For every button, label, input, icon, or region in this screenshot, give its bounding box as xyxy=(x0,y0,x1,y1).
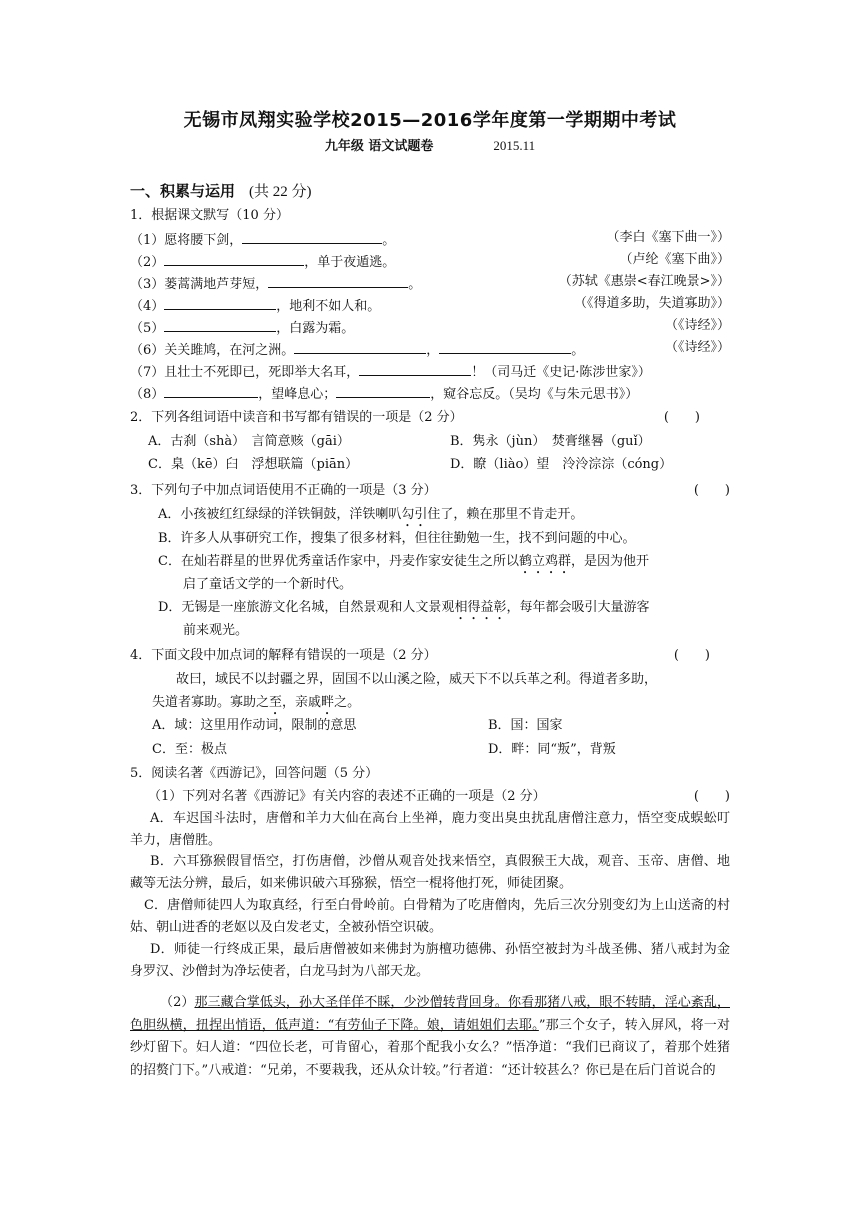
fill-blank[interactable] xyxy=(242,228,382,244)
q1-item-source: （《诗经》） xyxy=(664,340,730,355)
fill-blank[interactable] xyxy=(336,382,430,398)
section-title: 一、积累与运用 xyxy=(130,182,236,200)
q2-option-d[interactable]: D．瞭（liào）望 泠泠淙淙（cóng） xyxy=(450,457,673,472)
section-points: (共 22 分) xyxy=(249,184,312,200)
q3-option-b[interactable]: B．许多人从事研究工作，搜集了很多材料，但往往勤勉一生，找不到问题的中心。 xyxy=(158,531,636,546)
q1-item-4: （4） ，地利不如人和。 （《得道多助，失道寡助》） xyxy=(130,296,730,314)
q3-stem: 3．下列句子中加点词语使用不正确的一项是（3 分） ( ) xyxy=(130,481,730,501)
exam-title: 无锡市凤翔实验学校2015—2016学年度第一学期期中考试 xyxy=(183,110,677,131)
q4-option-b[interactable]: B．国：国家 xyxy=(488,718,563,733)
q4-passage-line2: 失道者寡助。寡助之至，亲戚畔之。 xyxy=(152,695,361,710)
dotted-word: 相得益彰 xyxy=(454,600,507,615)
fill-blank[interactable] xyxy=(359,360,471,376)
answer-paren[interactable]: ( ) xyxy=(693,789,730,804)
answer-paren[interactable]: ( ) xyxy=(673,648,710,663)
q3-option-a[interactable]: A．小孩被红红绿绿的洋铁铜鼓，洋铁喇叭勾引住了，赖在那里不肯走开。 xyxy=(158,507,584,522)
answer-paren[interactable]: ( ) xyxy=(663,410,700,425)
q5-sub2-passage: （2）那三藏合掌低头，孙大圣佯佯不睬，少沙僧转背回身。你看那猪八戒，眼不转睛，淫心紊乱，色胆纵横，扭捏出悄语，低声道：“有劳仙子下降。娘，请姐姐们去耶。”那三个女子，转入屏风，将一对纱灯留下。妇人道：“四位长老，可肯留心，着那个配我小女么？”悟净道：“我们已商议了，着那个姓猪的招赘门下。”八戒道：“兄弟，不要栽我，还从众计较。”行者道：“还计较甚么？你已是在后门首说合的 xyxy=(130,995,730,1078)
q4-option-c[interactable]: C．至：极点 xyxy=(152,742,227,757)
q3-option-c-cont: 启了童话文学的一个新时代。 xyxy=(183,577,353,592)
q1-item-6: （6）关关雎鸠，在河之洲。 ， 。 （《诗经》） xyxy=(130,340,730,358)
fill-blank[interactable] xyxy=(268,272,408,288)
q5-option-a[interactable]: A．车迟国斗法时，唐僧和羊力大仙在高台上坐禅，鹿力变出臭虫扰乱唐僧注意力，悟空变成蜈蚣叮羊力，唐僧胜。 xyxy=(130,811,730,848)
q4-options-row1 xyxy=(152,716,730,736)
exam-date: 2015.11 xyxy=(493,138,536,153)
dotted-word: 畔 xyxy=(321,695,335,710)
q1-item-source: （《诗经》） xyxy=(664,318,730,333)
q1-item-source: （李白《塞下曲一》） xyxy=(606,230,730,245)
fill-blank[interactable] xyxy=(439,338,571,354)
q4-passage-line1: 故曰，域民不以封疆之界，固国不以山溪之险，威天下不以兵革之利。得道者多助， xyxy=(176,672,658,687)
q3-option-d-cont: 前来观光。 xyxy=(183,623,249,638)
q2-option-b[interactable]: B．隽永（jùn） 焚膏继晷（guǐ） xyxy=(450,434,651,449)
q1-stem: 1．根据课文默写（10 分） xyxy=(130,208,289,223)
q1-item-source: （《得道多助，失道寡助》） xyxy=(573,296,730,311)
fill-blank[interactable] xyxy=(164,294,276,310)
q4-option-d[interactable]: D．畔：同“叛”，背叛 xyxy=(488,742,616,757)
q2-options-row1 xyxy=(148,432,708,452)
fill-blank[interactable] xyxy=(164,250,304,266)
dotted-word: 勾引 xyxy=(401,507,428,522)
fill-blank[interactable] xyxy=(164,382,258,398)
underlined-passage: 那三藏合掌低头，孙大圣佯佯不睬，少沙僧转背回身。你看那猪八戒，眼不转睛，淫心紊乱，色胆纵横，扭捏出悄语，低声道：“有劳仙子下降。娘，请姐姐们去耶。 xyxy=(130,995,730,1033)
q5-option-c[interactable]: C．唐僧师徒四人为取真经，行至白骨岭前。白骨精为了吃唐僧肉，先后三次分别变幻为上山送斋的村姑、朝山进香的老妪以及白发老丈，全被孙悟空识破。 xyxy=(130,898,730,935)
q1-item-7: （7）且壮士不死即已，死即举大名耳， ！（司马迁《史记·陈涉世家》） xyxy=(130,360,730,383)
q5-stem: 5．阅读名著《西游记》，回答问题（5 分） xyxy=(130,766,379,781)
q2-options-row2 xyxy=(148,455,708,475)
dotted-word: 至 xyxy=(269,695,283,710)
section-heading xyxy=(130,180,312,201)
q1-item-5: （5） ，白露为霜。 （《诗经》） xyxy=(130,318,730,336)
q2-option-c[interactable]: C．臬（kē）臼 浮想联篇（piān） xyxy=(148,457,359,472)
q3-option-d[interactable]: D．无锡是一座旅游文化名城，自然景观和人文景观相得益彰，每年都会吸引大量游客 xyxy=(158,600,650,615)
q1-item-2: （2） ，单于夜遁逃。 （卢纶《塞下曲》） xyxy=(130,252,730,270)
q5-option-d[interactable]: D．师徒一行终成正果，最后唐僧被如来佛封为旃檀功德佛、孙悟空被封为斗战圣佛、猪八戒封为金身罗汉、沙僧封为净坛使者，白龙马封为八部天龙。 xyxy=(130,942,730,979)
q2-option-a[interactable]: A．古刹（shà） 言简意赅（gāi） xyxy=(148,434,350,449)
q1-item-3: （3）蒌蒿满地芦芽短， 。 （苏轼《惠崇<春江晚景>》） xyxy=(130,274,730,292)
q4-stem: 4．下面文段中加点词的解释有错误的一项是（2 分） ( ) xyxy=(130,646,730,666)
q2-stem: 2．下列各组词语中读音和书写都有错误的一项是（2 分） ( ) xyxy=(130,408,730,428)
q5-sub1: （1）下列对名著《西游记》有关内容的表述不正确的一项是（2 分） ( ) xyxy=(148,787,730,807)
q1-item-source: （苏轼《惠崇<春江晚景>》） xyxy=(558,274,730,289)
fill-blank[interactable] xyxy=(164,316,276,332)
fill-blank[interactable] xyxy=(294,338,426,354)
q5-option-b[interactable]: B．六耳猕猴假冒悟空，打伤唐僧，沙僧从观音处找来悟空，真假猴王大战，观音、玉帝、唐僧、地藏等无法分辨，最后，如来佛识破六耳猕猴，悟空一棍将他打死，师徒团聚。 xyxy=(130,854,730,891)
exam-subtitle xyxy=(0,135,860,154)
q3-option-c[interactable]: C．在灿若群星的世界优秀童话作家中，丹麦作家安徒生之所以鹤立鸡群，是因为他开 xyxy=(158,554,649,569)
q4-options-row2 xyxy=(152,740,730,760)
dotted-word: 鹤立鸡群 xyxy=(518,554,571,569)
q1-item-8: （8） ，望峰息心； ，窥谷忘反。（吴均《与朱元思书》） xyxy=(130,382,730,405)
grade-subject: 九年级 语文试题卷 xyxy=(324,139,434,154)
q1-item-source: （卢纶《塞下曲》） xyxy=(619,252,730,267)
q1-item-1: （1）愿将腰下剑， 。 （李白《塞下曲一》） xyxy=(130,230,730,248)
q4-option-a[interactable]: A．域：这里用作动词，限制的意思 xyxy=(152,718,357,733)
answer-paren[interactable]: ( ) xyxy=(693,483,730,498)
